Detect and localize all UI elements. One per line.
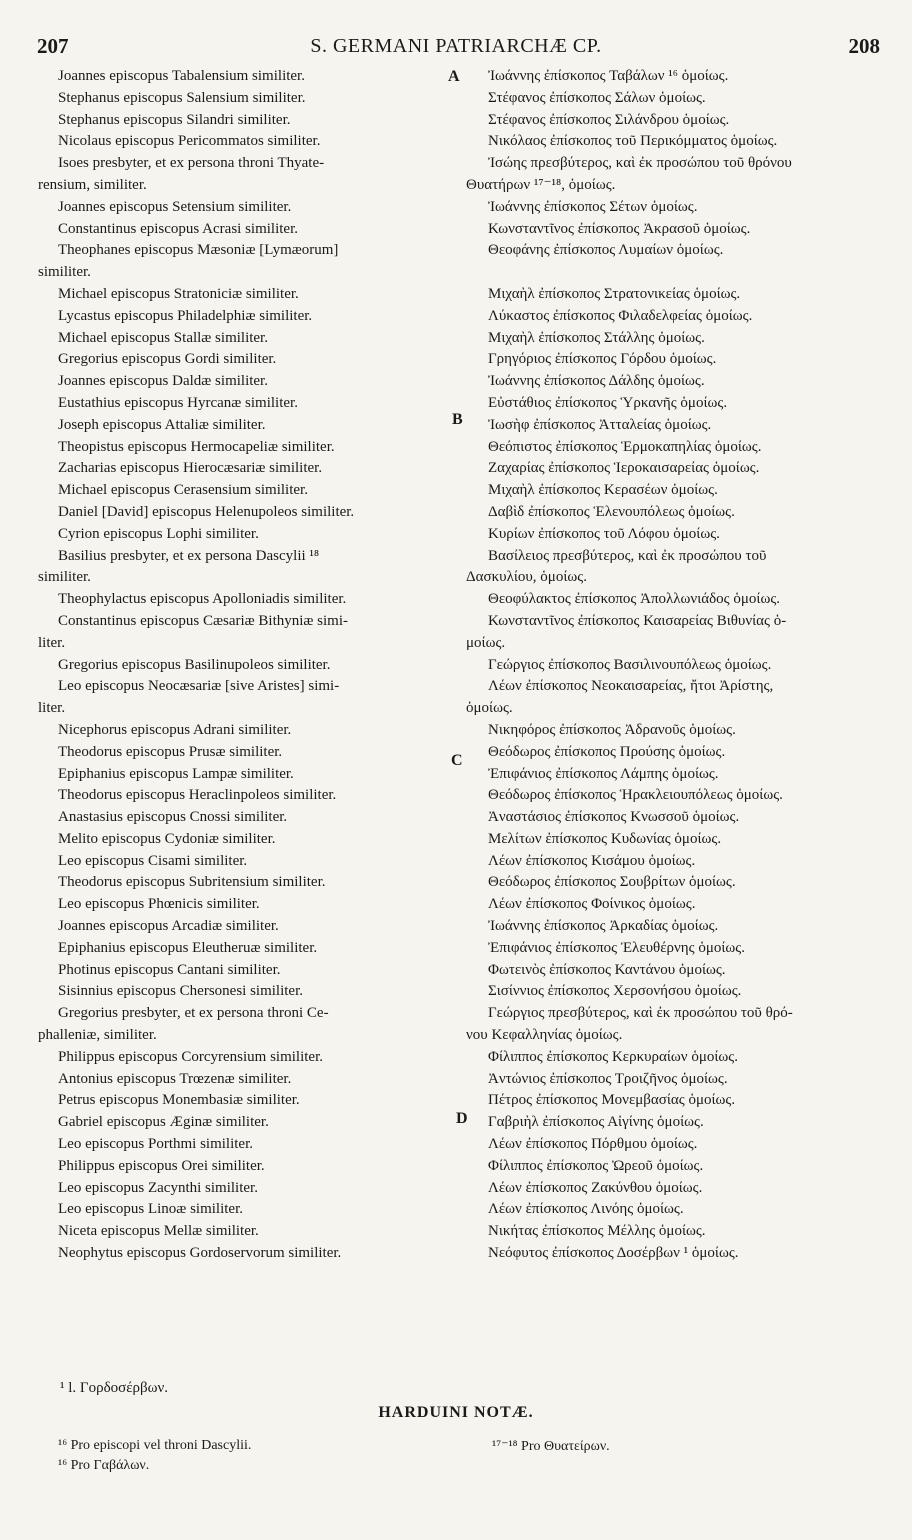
latin-line: similiter. — [38, 569, 91, 586]
latin-line: Leo episcopus Cisami similiter. — [58, 852, 248, 869]
footnote-16-latin: ¹⁶ Pro episcopi vel throni Dascylii. — [58, 1438, 252, 1453]
latin-column — [38, 66, 453, 1265]
latin-line: Zacharias episcopus Hierocæsariæ similiter. — [58, 460, 323, 477]
greek-line: Ἀναστάσιος ἐπίσκοπος Κνωσσοῦ ὁμοίως. — [488, 809, 740, 826]
latin-line: Basilius presbyter, et ex persona Dascylii ¹⁸ — [58, 547, 320, 564]
latin-line: Michael episcopus Cerasensium similiter. — [58, 482, 308, 499]
latin-line: Philippus episcopus Corcyrensium similiter. — [58, 1048, 323, 1065]
page-number-right: 208 — [848, 34, 880, 58]
latin-line: Cyrion episcopus Lophi similiter. — [58, 525, 259, 542]
greek-line: Φίλιππος ἐπίσκοπος Ὠρεοῦ ὁμοίως. — [488, 1157, 704, 1174]
greek-line: Θυατήρων ¹⁷⁻¹⁸, ὁμοίως. — [466, 176, 616, 193]
page-number-left: 207 — [37, 34, 69, 58]
greek-line: Εὐστάθιος ἐπίσκοπος Ὑρκανῆς ὁμοίως. — [488, 394, 728, 411]
footnote-16-greek: ¹⁶ Pro Γαβάλων. — [58, 1458, 150, 1473]
greek-line: Θεόπιστος ἐπίσκοπος Ἑρμοκαπηλίας ὁμοίως. — [488, 438, 762, 455]
latin-line: Anastasius episcopus Cnossi similiter. — [58, 809, 288, 826]
latin-line: Nicolaus episcopus Pericommatos similiter. — [58, 133, 321, 150]
latin-line: Leo episcopus Phœnicis similiter. — [58, 896, 260, 913]
latin-line: Epiphanius episcopus Eleutheruæ similiter. — [58, 939, 318, 956]
latin-line: Stephanus episcopus Salensium similiter. — [58, 89, 306, 106]
latin-line: Gregorius episcopus Basilinupoleos similiter. — [58, 656, 331, 673]
greek-line: Δασκυλίου, ὁμοίως. — [466, 569, 587, 586]
latin-line: rensium, similiter. — [38, 176, 147, 193]
section-marker-a: A — [448, 68, 460, 85]
greek-line: Βασίλειος πρεσβύτερος, καὶ ἐκ προσώπου τοῦ — [488, 547, 767, 564]
latin-line: Niceta episcopus Mellæ similiter. — [58, 1223, 259, 1240]
section-marker-b: B — [452, 411, 463, 428]
greek-line: Ἰωάννης ἐπίσκοπος Σέτων ὁμοίως. — [488, 198, 698, 215]
greek-line: Λέων ἐπίσκοπος Φοίνικος ὁμοίως. — [488, 896, 696, 913]
latin-line: Philippus episcopus Orei similiter. — [58, 1157, 265, 1174]
greek-line: Κωνσταντῖνος ἐπίσκοπος Ἀκρασοῦ ὁμοίως. — [488, 220, 751, 237]
greek-line: Λέων ἐπίσκοπος Ζακύνθου ὁμοίως. — [488, 1179, 703, 1196]
greek-line: Θεοφύλακτος ἐπίσκοπος Ἀπολλωνιάδος ὁμοίως. — [488, 591, 781, 608]
greek-line: Μελίτων ἐπίσκοπος Κυδωνίας ὁμοίως. — [488, 830, 722, 847]
greek-line: Νικήτας ἐπίσκοπος Μέλλης ὁμοίως. — [488, 1223, 706, 1240]
section-marker-c: C — [451, 752, 463, 769]
greek-line: Κυρίων ἐπίσκοπος τοῦ Λόφου ὁμοίως. — [488, 525, 720, 542]
latin-line: Epiphanius episcopus Lampæ similiter. — [58, 765, 294, 782]
latin-line: Joannes episcopus Daldæ similiter. — [58, 373, 268, 390]
greek-line: Νεόφυτος ἐπίσκοπος Δοσέρβων ¹ ὁμοίως. — [488, 1245, 739, 1262]
greek-line: Ἰωσὴφ ἐπίσκοπος Ἀτταλείας ὁμοίως. — [488, 416, 712, 433]
greek-line: Γαβριὴλ ἐπίσκοπος Αἰγίνης ὁμοίως. — [488, 1114, 704, 1131]
greek-line: Μιχαὴλ ἐπίσκοπος Στάλλης ὁμοίως. — [488, 329, 705, 346]
latin-line: Michael episcopus Stratoniciæ similiter. — [58, 285, 299, 302]
latin-line: similiter. — [38, 264, 91, 281]
greek-line: Γρηγόριος ἐπίσκοπος Γόρδου ὁμοίως. — [488, 351, 717, 368]
latin-line: Nicephorus episcopus Adrani similiter. — [58, 721, 292, 738]
greek-line: Λέων ἐπίσκοπος Πόρθμου ὁμοίως. — [488, 1136, 698, 1153]
greek-line: Φωτεινὸς ἐπίσκοπος Καντάνου ὁμοίως. — [488, 961, 726, 978]
latin-line: Leo episcopus Zacynthi similiter. — [58, 1179, 258, 1196]
latin-line: Joseph episcopus Attaliæ similiter. — [58, 416, 266, 433]
greek-line: Ζαχαρίας ἐπίσκοπος Ἱεροκαισαρείας ὁμοίως. — [488, 460, 760, 477]
latin-line: Gregorius presbyter, et ex persona throni Ce- — [58, 1005, 329, 1022]
greek-line: Νικόλαος ἐπίσκοπος τοῦ Περικόμματος ὁμοίως. — [488, 133, 778, 150]
latin-line: Gabriel episcopus Æginæ similiter. — [58, 1114, 269, 1131]
latin-line: Antonius episcopus Trœzenæ similiter. — [58, 1070, 292, 1087]
latin-line: Stephanus episcopus Silandri similiter. — [58, 111, 291, 128]
greek-line: Ἰωάννης ἐπίσκοπος Ἀρκαδίας ὁμοίως. — [488, 918, 719, 935]
latin-line: Joannes episcopus Setensium similiter. — [58, 198, 292, 215]
latin-line: Constantinus episcopus Cæsariæ Bithyniæ simi- — [58, 612, 349, 629]
greek-line — [466, 262, 886, 284]
greek-line: μοίως. — [466, 634, 506, 651]
greek-line: Ἐπιφάνιος ἐπίσκοπος Λάμπης ὁμοίως. — [488, 765, 719, 782]
greek-line: Θεόδωρος ἐπίσκοπος Σουβρίτων ὁμοίως. — [488, 874, 736, 891]
latin-line: Joannes episcopus Tabalensium similiter. — [58, 68, 305, 84]
greek-line: Λέων ἐπίσκοπος Κισάμου ὁμοίως. — [488, 852, 696, 869]
greek-line: Ἐπιφάνιος ἐπίσκοπος Ἐλευθέρνης ὁμοίως. — [488, 939, 745, 956]
latin-line: Leo episcopus Neocæsariæ [sive Aristes] simi- — [58, 678, 340, 695]
page-header — [0, 34, 912, 64]
greek-line: Πέτρος ἐπίσκοπος Μονεμβασίας ὁμοίως. — [488, 1092, 736, 1109]
latin-line: Daniel [David] episcopus Helenupoleos similiter. — [58, 503, 355, 520]
latin-line: phalleniæ, similiter. — [38, 1027, 157, 1044]
greek-line: Θεόδωρος ἐπίσκοπος Ἡρακλειουπόλεως ὁμοίως. — [488, 787, 783, 804]
greek-line: Ἀντώνιος ἐπίσκοπος Τροιζῆνος ὁμοίως. — [488, 1070, 728, 1087]
latin-line: Theodorus episcopus Heraclinpoleos similiter. — [58, 787, 337, 804]
greek-column — [466, 66, 886, 1265]
greek-line: Ἰσώης πρεσβύτερος, καὶ ἐκ προσώπου τοῦ θρόνου — [488, 155, 792, 172]
latin-line: Sisinnius episcopus Chersonesi similiter. — [58, 983, 304, 1000]
section-marker-d: D — [456, 1110, 468, 1127]
latin-line: liter. — [38, 700, 66, 717]
latin-line: Michael episcopus Stallæ similiter. — [58, 329, 268, 346]
greek-line: Κωνσταντῖνος ἐπίσκοπος Καισαρείας Βιθυνίας ὁ- — [488, 612, 787, 629]
latin-line: Isoes presbyter, et ex persona throni Thyate- — [58, 155, 325, 172]
latin-line: Gregorius episcopus Gordi similiter. — [58, 351, 277, 368]
greek-line: Γεώργιος πρεσβύτερος, καὶ ἐκ προσώπου τοῦ θρό- — [488, 1005, 793, 1022]
greek-line: Νικηφόρος ἐπίσκοπος Ἀδρανοῦς ὁμοίως. — [488, 721, 736, 738]
greek-line: Λύκαστος ἐπίσκοπος Φιλαδελφείας ὁμοίως. — [488, 307, 753, 324]
greek-line: Στέφανος ἐπίσκοπος Σιλάνδρου ὁμοίως. — [488, 111, 730, 128]
greek-line: Ἰωάννης ἐπίσκοπος Δάλδης ὁμοίως. — [488, 373, 705, 390]
greek-line: Λέων ἐπίσκοπος Λινόης ὁμοίως. — [488, 1201, 684, 1218]
running-title: S. GERMANI PATRIARCHÆ CP. — [310, 35, 602, 57]
greek-variant-note: ¹ l. Γορδοσέρβων. — [60, 1380, 169, 1396]
greek-line: Θεοφάνης ἐπίσκοπος Λυμαίων ὁμοίως. — [488, 242, 724, 259]
greek-line: Γεώργιος ἐπίσκοπος Βασιλινουπόλεως ὁμοίως. — [488, 656, 772, 673]
greek-line: Δαβὶδ ἐπίσκοπος Ἑλενουπόλεως ὁμοίως. — [488, 503, 735, 520]
greek-line: νου Κεφαλληνίας ὁμοίως. — [466, 1027, 623, 1044]
latin-line: Neophytus episcopus Gordoservorum similiter. — [58, 1245, 342, 1262]
latin-line: Petrus episcopus Monembasiæ similiter. — [58, 1092, 300, 1109]
greek-line: Μιχαὴλ ἐπίσκοπος Κερασέων ὁμοίως. — [488, 482, 718, 499]
latin-line: Theodorus episcopus Prusæ similiter. — [58, 743, 283, 760]
greek-line: Μιχαὴλ ἐπίσκοπος Στρατονικείας ὁμοίως. — [488, 285, 741, 302]
latin-line: liter. — [38, 634, 66, 651]
latin-line: Joannes episcopus Arcadiæ similiter. — [58, 918, 279, 935]
latin-line: Constantinus episcopus Acrasi similiter. — [58, 220, 298, 237]
notes-title: HARDUINI NOTÆ. — [378, 1404, 534, 1421]
latin-line: Eustathius episcopus Hyrcanæ similiter. — [58, 394, 298, 411]
footnote-17-18: ¹⁷⁻¹⁸ Pro Θυατείρων. — [492, 1439, 610, 1454]
latin-line: Theodorus episcopus Subritensium similiter. — [58, 874, 326, 891]
latin-line: Theophanes episcopus Mæsoniæ [Lymæorum] — [58, 242, 339, 259]
greek-line: Στέφανος ἐπίσκοπος Σάλων ὁμοίως. — [488, 89, 706, 106]
latin-line: Leo episcopus Linoæ similiter. — [58, 1201, 243, 1218]
greek-line: Λέων ἐπίσκοπος Νεοκαισαρείας, ἤτοι Ἀρίστης, — [488, 678, 774, 695]
greek-line: Ἰωάννης ἐπίσκοπος Ταβάλων ¹⁶ ὁμοίως. — [488, 68, 729, 84]
latin-line: Leo episcopus Porthmi similiter. — [58, 1136, 253, 1153]
latin-line: Lycastus episcopus Philadelphiæ similiter. — [58, 307, 313, 324]
greek-line: Σισίννιος ἐπίσκοπος Χερσονήσου ὁμοίως. — [488, 983, 742, 1000]
latin-line: Melito episcopus Cydoniæ similiter. — [58, 830, 276, 847]
greek-line: Φίλιππος ἐπίσκοπος Κερκυραίων ὁμοίως. — [488, 1048, 738, 1065]
latin-line: Theophylactus episcopus Apolloniadis similiter. — [58, 591, 347, 608]
latin-line: Theopistus episcopus Hermocapeliæ similiter. — [58, 438, 335, 455]
greek-line: ὁμοίως. — [466, 700, 513, 717]
latin-line: Photinus episcopus Cantani similiter. — [58, 961, 281, 978]
greek-line: Θεόδωρος ἐπίσκοπος Προύσης ὁμοίως. — [488, 743, 726, 760]
